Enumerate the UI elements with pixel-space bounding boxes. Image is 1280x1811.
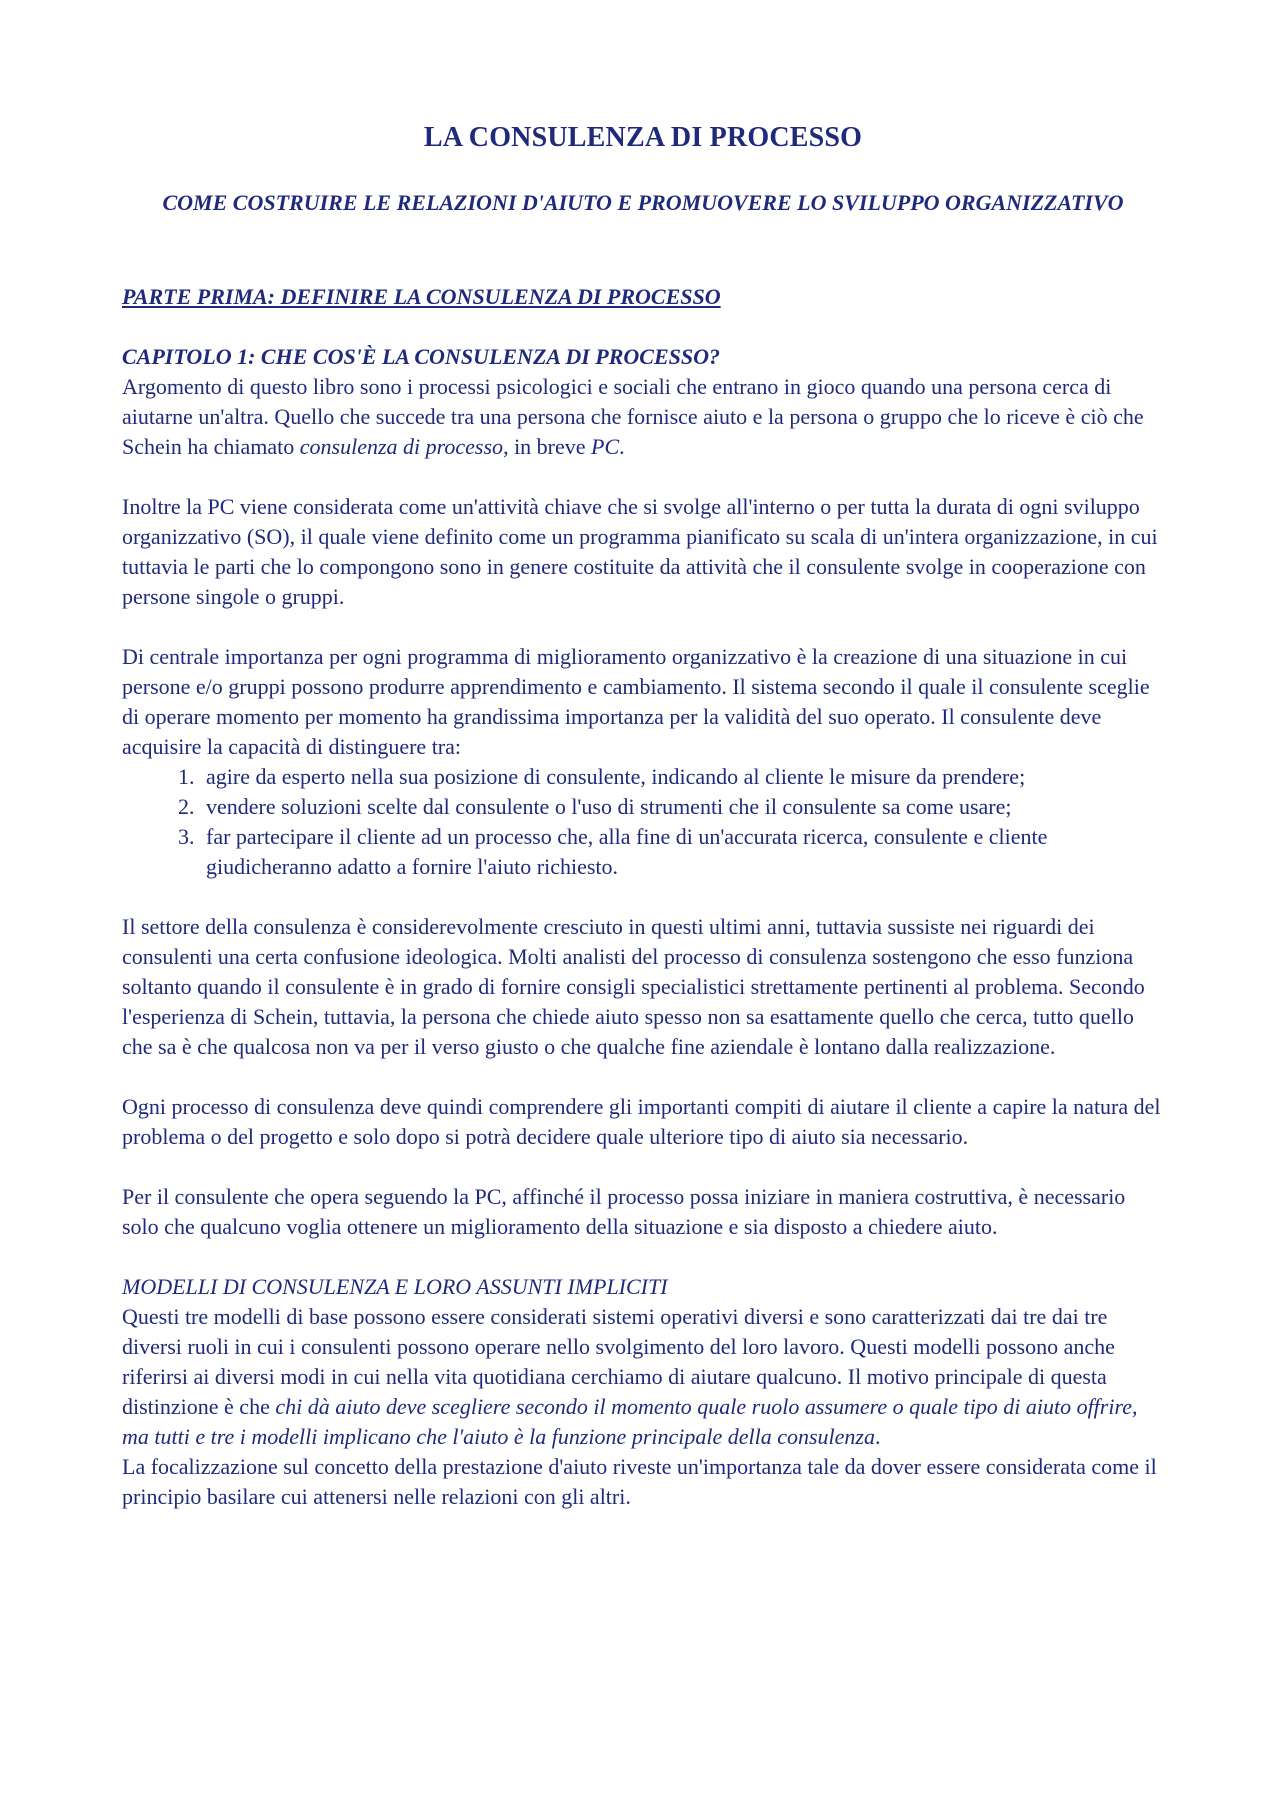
chapter-title: CAPITOLO 1: CHE COS'È LA CONSULENZA DI PROCESSO?: [122, 344, 720, 369]
paragraph-models-emphasis: chi dà aiuto deve scegliere secondo il momento quale ruolo assumere o quale tipo di aiuto offrire, ma tutti e tre i modelli implicano che l'aiuto è la funzione principale della consulenza: [122, 1394, 1138, 1449]
paragraph-process: Ogni processo di consulenza deve quindi comprendere gli importanti compiti di aiutare il cliente a capire la natura del problema o del progetto e solo dopo si potrà decidere quale ulteriore tipo di aiuto sia necessario.: [122, 1094, 1161, 1149]
paragraph-intro-text-b: , in breve: [503, 434, 592, 459]
paragraph-intro-emphasis-b: PC: [591, 434, 620, 459]
paragraph-intro-emphasis-a: consulenza di processo: [299, 434, 504, 459]
paragraph-pc-consultant: Per il consulente che opera seguendo la PC, affinché il processo possa iniziare in maniera costruttiva, è necessario solo che qualcuno voglia ottenere un miglioramento della situazione e sia disposto a chiedere aiuto.: [122, 1184, 1126, 1239]
paragraph-intro: [122, 372, 1164, 462]
document-subtitle: COME COSTRUIRE LE RELAZIONI D'AIUTO E PROMUOVERE LO SVILUPPO ORGANIZZATIVO: [162, 190, 1124, 215]
document-title: LA CONSULENZA DI PROCESSO: [423, 122, 863, 153]
paragraph-focus: La focalizzazione sul concetto della prestazione d'aiuto riveste un'importanza tale da dover essere considerata come il principio basilare cui attenersi nelle relazioni con gli altri.: [122, 1454, 1157, 1509]
paragraph-models: [122, 1302, 1164, 1452]
paragraph-intro-text-a: Argomento di questo libro sono i processi psicologici e sociali che entrano in gioco quando una persona cerca di aiutarne un'altra. Quello che succede tra una persona che fornisce aiuto e la persona o gruppo che lo riceve è ciò che Schein ha chiamato: [122, 374, 1144, 459]
paragraph-intro-text-c: .: [619, 434, 625, 459]
list-item: 1. agire da esperto nella sua posizione di consulente, indicando al cliente le misure da prendere;: [200, 762, 1164, 792]
paragraph-importance: Di centrale importanza per ogni programma di miglioramento organizzativo è la creazione di una situazione in cui persone e/o gruppi possono produrre apprendimento e cambiamento. Il sistema secondo il quale il consulente sceglie di operare momento per momento ha grandissima importanza per la validità del suo operato. Il consulente deve acquisire la capacità di distinguere tra:: [122, 644, 1150, 759]
part-title: PARTE PRIMA: DEFINIRE LA CONSULENZA DI PROCESSO: [122, 284, 721, 309]
list-item: 3. far partecipare il cliente ad un processo che, alla fine di un'accurata ricerca, consulente e cliente giudicheranno adatto a fornire l'aiuto richiesto.: [200, 822, 1164, 882]
paragraph-sector: Il settore della consulenza è considerevolmente cresciuto in questi ultimi anni, tuttavia sussiste nei riguardi dei consulenti una certa confusione ideologica. Molti analisti del processo di consulenza sostengono che esso funziona soltanto quando il consulente è in grado di fornire consigli specialistici strettamente pertinenti al problema. Secondo l'esperienza di Schein, tuttavia, la persona che chiede aiuto spesso non sa esattamente quello che cerca, tutto quello che sa è che qualcosa non va per il verso giusto o che qualche fine aziendale è lontano dalla realizzazione.: [122, 914, 1145, 1059]
section-title: MODELLI DI CONSULENZA E LORO ASSUNTI IMPLICITI: [122, 1274, 668, 1299]
paragraph-models-text-b: .: [875, 1424, 881, 1449]
paragraph-so: Inoltre la PC viene considerata come un'attività chiave che si svolge all'interno o per tutta la durata di ogni sviluppo organizzativo (SO), il quale viene definito come un programma pianificato su scala di un'intera organizzazione, in cui tuttavia le parti che lo compongono sono in genere costituite da attività che il consulente svolge in cooperazione con persone singole o gruppi.: [122, 494, 1158, 609]
list-item: 2. vendere soluzioni scelte dal consulente o l'uso di strumenti che il consulente sa come usare;: [200, 792, 1164, 822]
paragraph-models-text-a: Questi tre modelli di base possono essere considerati sistemi operativi diversi e sono caratterizzati dai tre dai tre diversi ruoli in cui i consulenti possono operare nello svolgimento del loro lavoro. Questi modelli possono anche riferirsi ai diversi modi in cui nella vita quotidiana cerchiamo di aiutare qualcuno. Il motivo principale di questa distinzione è che: [122, 1304, 1115, 1419]
consultant-roles-list: [122, 762, 1164, 882]
